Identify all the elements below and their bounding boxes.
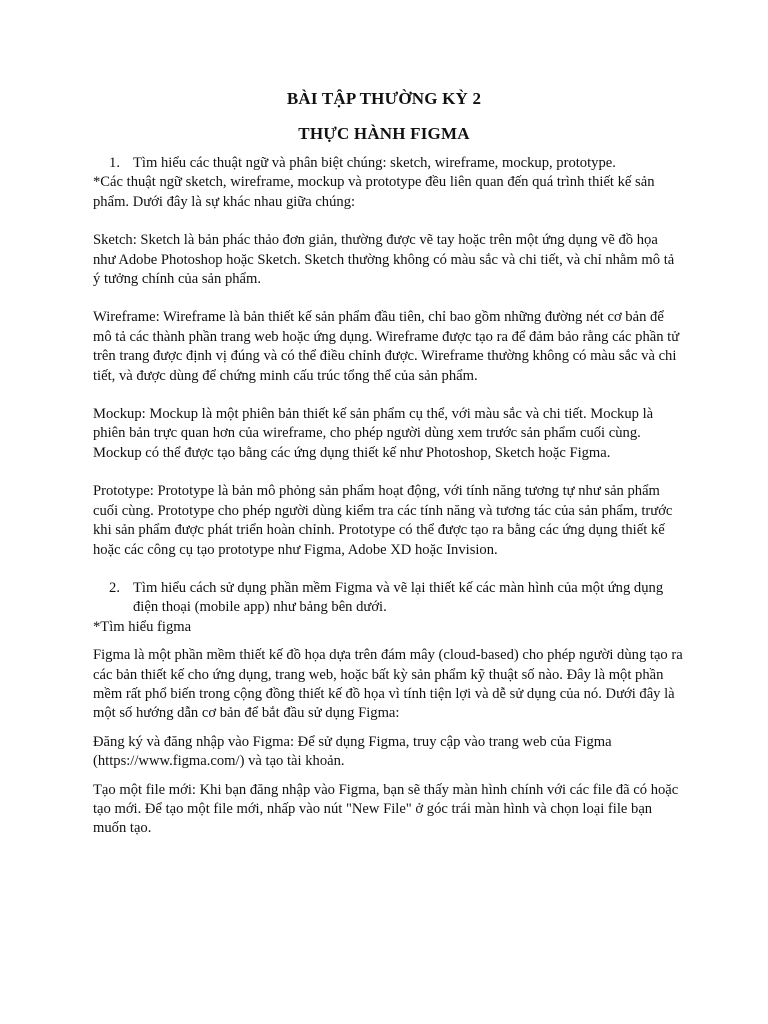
signup-paragraph: Đăng ký và đăng nhập vào Figma: Để sử dụng Figma, truy cập vào trang web của Figma (https://www.figma.com/) và tạo tài khoản. — [93, 733, 612, 770]
document-title: BÀI TẬP THƯỜNG KỲ 2 — [286, 89, 482, 108]
item-number: 1. — [109, 155, 120, 171]
prototype-paragraph: Prototype: Prototype là bản mô phỏng sản phẩm hoạt động, với tính năng tương tự như sản phẩm cuối cùng. Prototype cho phép người dùng kiểm tra các tính năng và tương tác của sản phẩm, trước khi sản phẩm được phát triển hoàn chỉnh. Prototype có thể được tạo ra bằng các ứng dụng thiết kế hoặc các công cụ tạo prototype như Figma, Adobe XD hoặc Invision. — [93, 483, 673, 558]
document-subtitle: THỰC HÀNH FIGMA — [298, 124, 470, 143]
newfile-paragraph: Tạo một file mới: Khi bạn đăng nhập vào Figma, bạn sẽ thấy màn hình chính với các file đã có hoặc tạo mới. Để tạo một file mới, nhấp vào nút "New File" ở góc trái màn hình và chọn loại file bạn muốn tạo. — [93, 781, 679, 837]
mockup-paragraph: Mockup: Mockup là một phiên bản thiết kế sản phẩm cụ thể, với màu sắc và chi tiết. Mockup là phiên bản trực quan hơn của wireframe, cho phép người dùng xem trước sản phẩm cuối cùng. Mockup có thể được tạo bằng các ứng dụng thiết kế như Photoshop, Sketch hoặc Figma. — [93, 406, 654, 461]
numbered-item-1 — [93, 154, 683, 173]
document-body — [93, 154, 683, 839]
figma-heading: *Tìm hiểu figma — [93, 618, 192, 635]
sketch-paragraph: Sketch: Sketch là bản phác thảo đơn giản, thường được vẽ tay hoặc trên một ứng dụng vẽ đồ họa như Adobe Photoshop hoặc Sketch. Sketch thường không có màu sắc và chi tiết, và chỉ nhằm mô tả ý tưởng chính của sản phẩm. — [93, 232, 675, 288]
item-number: 2. — [109, 579, 120, 596]
figma-intro-paragraph: Figma là một phần mềm thiết kế đồ họa dựa trên đám mây (cloud-based) cho phép người dùng tạo ra các bản thiết kế cho ứng dụng, trang web, hoặc bất kỳ sản phẩm kỹ thuật số nào. Đây là một phần mềm rất phổ biến trong cộng đồng thiết kế đồ họa vì tính tiện lợi và dễ sử dụng của nó. Dưới đây là một số hướng dẫn cơ bản để bắt đầu sử dụng Figma: — [93, 647, 683, 722]
item-text: Tìm hiểu các thuật ngữ và phân biệt chúng: sketch, wireframe, mockup, prototype. — [133, 155, 616, 171]
intro-paragraph: *Các thuật ngữ sketch, wireframe, mockup và prototype đều liên quan đến quá trình thiết kế sản phẩm. Dưới đây là sự khác nhau giữa chúng: — [93, 174, 655, 210]
wireframe-paragraph: Wireframe: Wireframe là bản thiết kế sản phẩm đầu tiên, chỉ bao gồm những đường nét cơ bản để mô tả các thành phần trang web hoặc ứng dụng. Wireframe được tạo ra để đảm bảo rằng các phần tử trên trang được định vị đúng và có thể điều chỉnh được. Wireframe thường không có màu sắc và chi tiết, và được dùng để chứng minh cấu trúc tổng thể của sản phẩm. — [93, 309, 680, 384]
item-text: Tìm hiểu cách sử dụng phần mềm Figma và vẽ lại thiết kế các màn hình của một ứng dụng điện thoại (mobile app) như bảng bên dưới. — [133, 579, 664, 616]
numbered-item-2 — [93, 579, 683, 618]
